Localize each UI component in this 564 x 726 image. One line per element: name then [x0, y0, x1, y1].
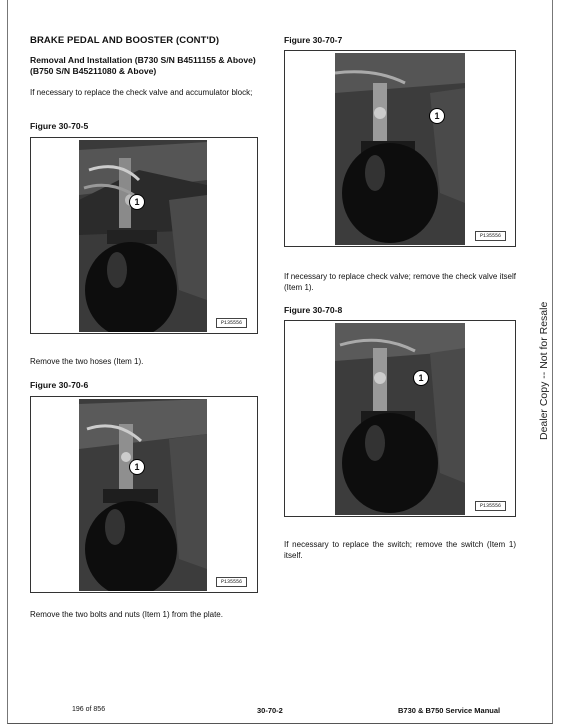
page-code: 30-70-2 [257, 706, 283, 715]
photo-number: P135556 [216, 318, 247, 328]
figure-photo [335, 323, 465, 515]
figure-30-70-6 [30, 396, 258, 593]
photo-number: P135556 [475, 231, 506, 241]
callout-marker: 1 [129, 459, 145, 475]
figure-caption: If necessary to replace the switch; remove the switch (Item 1) itself. [284, 540, 516, 560]
callout-marker: 1 [429, 108, 445, 124]
section-heading: BRAKE PEDAL AND BOOSTER (CONT'D) [30, 35, 220, 46]
figure-title-30-70-7: Figure 30-70-7 [284, 35, 343, 45]
manual-title: B730 & B750 Service Manual [398, 706, 501, 715]
figure-photo [79, 140, 207, 332]
figure-title-30-70-6: Figure 30-70-6 [30, 380, 89, 390]
photo-number: P135556 [216, 577, 247, 587]
page-count: 196 of 856 [72, 706, 106, 713]
figure-30-70-5 [30, 137, 258, 334]
photo-number: P135556 [475, 501, 506, 511]
callout-marker: 1 [129, 194, 145, 210]
figure-caption: If necessary to replace check valve; remove the check valve itself (Item 1). [284, 272, 516, 292]
figure-photo [335, 53, 465, 245]
figure-30-70-7 [284, 50, 516, 247]
section-subheading: Removal And Installation (B730 S/N B4511155 & Above) (B750 S/N B45211080 & Above) [30, 55, 256, 76]
watermark-text: Dealer Copy -- Not for Resale [538, 301, 550, 440]
figure-caption: Remove the two hoses (Item 1). [30, 357, 144, 366]
figure-title-30-70-5: Figure 30-70-5 [30, 121, 89, 131]
figure-photo [79, 399, 207, 591]
intro-paragraph: If necessary to replace the check valve and accumulator block; [30, 88, 253, 97]
figure-30-70-8 [284, 320, 516, 517]
figure-title-30-70-8: Figure 30-70-8 [284, 305, 343, 315]
figure-caption: Remove the two bolts and nuts (Item 1) from the plate. [30, 610, 223, 619]
callout-marker: 1 [413, 370, 429, 386]
